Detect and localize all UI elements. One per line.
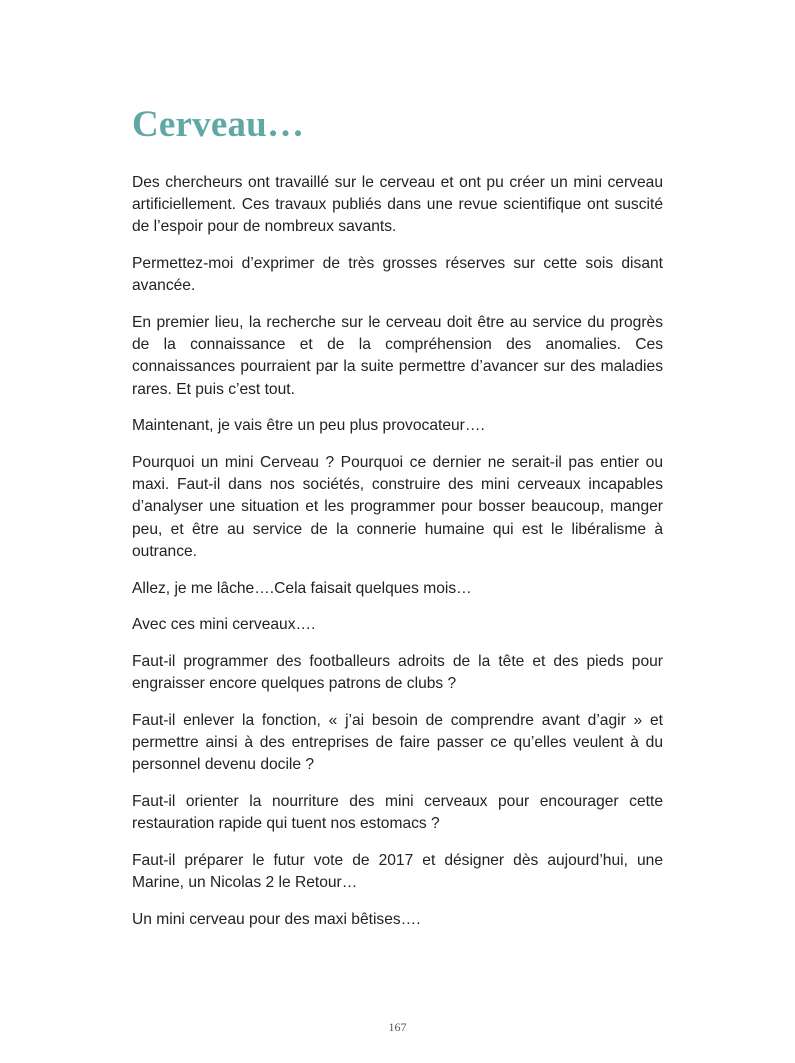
page-content (132, 100, 663, 945)
paragraph-5: Pourquoi un mini Cerveau ? Pourquoi ce dernier ne serait-il pas entier ou maxi. Faut-il dans nos sociétés, construire des mini cerveaux incapables d’analyser une situation et les programmer pour bosser beaucoup, manger peu, et être au service de la connerie humaine qui est le libéralisme à outrance. (132, 454, 663, 560)
paragraph-11: Faut-il préparer le futur vote de 2017 et désigner dès aujourd’hui, une Marine, un Nicolas 2 le Retour… (132, 851, 663, 892)
paragraph-12: Un mini cerveau pour des maxi bêtises…. (132, 910, 421, 928)
page-number: 167 (388, 1020, 407, 1034)
paragraph-7: Avec ces mini cerveaux…. (132, 616, 316, 634)
paragraph-4: Maintenant, je vais être un peu plus provocateur…. (132, 417, 485, 435)
paragraph-8: Faut-il programmer des footballeurs adroits de la tête et des pieds pour engraisser encore quelques patrons de clubs ? (132, 652, 663, 693)
paragraph-10: Faut-il orienter la nourriture des mini cerveaux pour encourager cette restauration rapide qui tuent nos estomacs ? (132, 792, 663, 833)
page-title: Cerveau… (132, 104, 305, 145)
paragraph-1: Des chercheurs ont travaillé sur le cerveau et ont pu créer un mini cerveau artificiellement. Ces travaux publiés dans une revue scientifique ont suscité de l’espoir pour de nombreux savants. (132, 174, 663, 236)
paragraph-9: Faut-il enlever la fonction, « j’ai besoin de comprendre avant d’agir » et permettre ainsi à des entreprises de faire passer ce qu’elles veulent à du personnel devenu docile ? (132, 711, 663, 774)
paragraph-3: En premier lieu, la recherche sur le cerveau doit être au service du progrès de la connaissance et de la compréhension des anomalies. Ces connaissances pourraient par la suite permettre d’avancer sur des maladies rares. Et puis c’est tout. (132, 314, 663, 398)
paragraph-6: Allez, je me lâche….Cela faisait quelques mois… (132, 579, 472, 597)
paragraph-2: Permettez-moi d’exprimer de très grosses réserves sur cette sois disant avancée. (132, 255, 663, 295)
